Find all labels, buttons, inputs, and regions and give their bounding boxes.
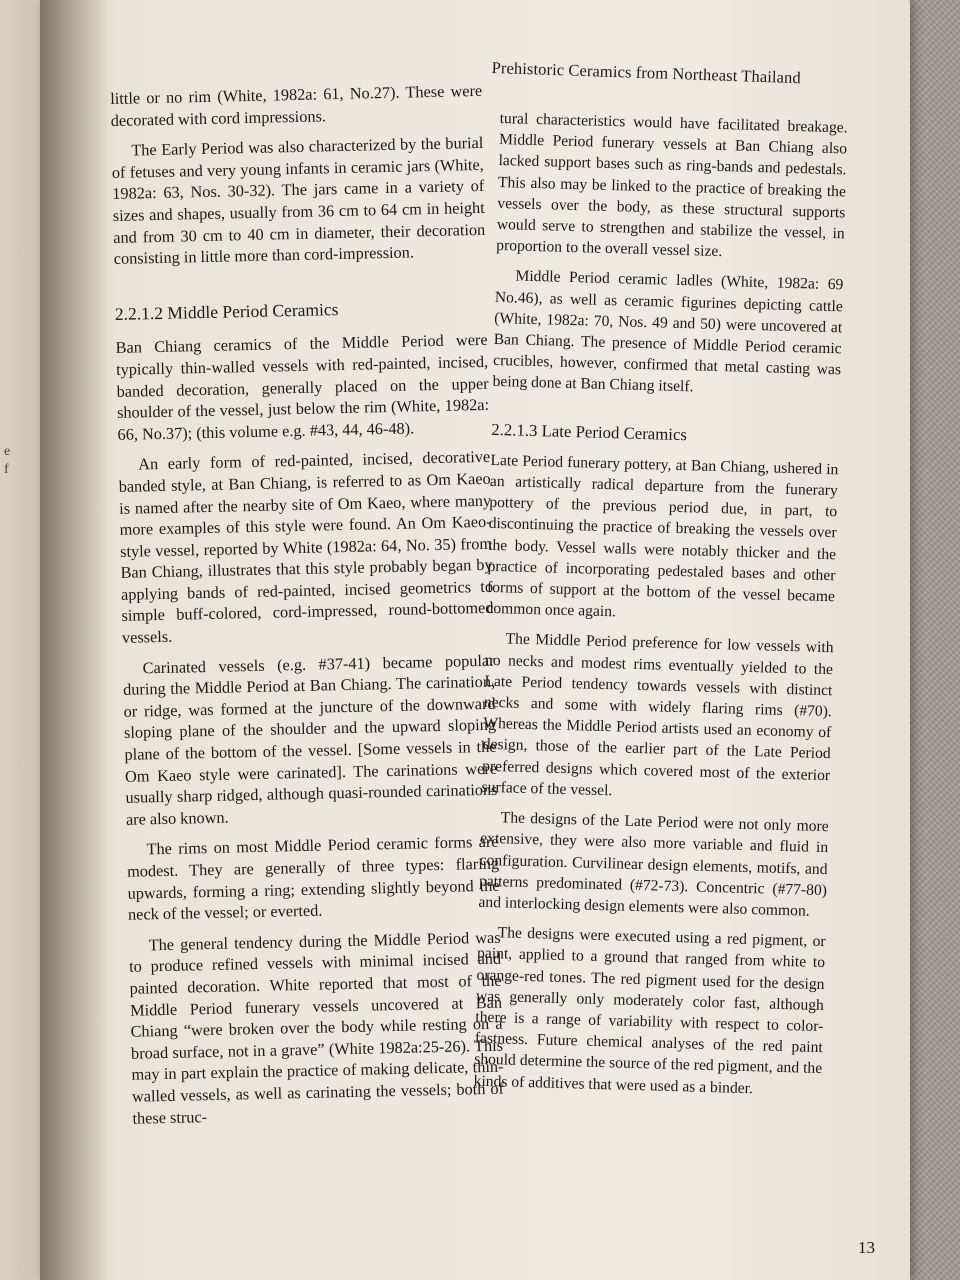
section-heading-middle-period: 2.2.1.2 Middle Period Ceramics (114, 298, 339, 324)
paragraph: Middle Period ceramic ladles (White, 1982a: 69 No.46), as well as ceramic figurines depicting cattle (White, 1982a: 70, Nos. 49 and 50) were uncovered at Ban Chiang. The presence of Middle Period ceramic crucibles, however, confirmed that metal casting was being done at Ban Chiang itself. (492, 267, 844, 396)
paragraph: The Middle Period preference for low vessels with no necks and modest rims eventually yielded to the Late Period tendency towards vessels with distinct necks and some with widely flaring rims (#70). Whereas the Middle Period artists used an economy of design, those of the earlier part of the Late Period preferred designs which covered most of the exterior surface of the vessel. (481, 630, 834, 800)
paragraph: The Early Period was also characterized by the burial of fetuses and very young infants in ceramic jars (White, 1982a: 63, Nos. 30-32). The jars came in a variety of sizes and shapes, usually from 36 cm to 64 cm in height and from 30 cm to 40 cm in diameter, their decoration consisting in little more than cord-impression. (111, 133, 486, 269)
page-number: 13 (858, 1238, 875, 1257)
paragraph: Late Period funerary pottery, at Ban Chiang, ushered in an artistically radical departure from the funerary pottery of the previous period due, in part, to discontinuing the practice of breaking the vessels over the body. Vessel walls were notably thicker and the practice of incorporating pedestaled bases and other forms of support at the bottom of the vessel became common once again. (486, 451, 839, 621)
paragraph: Ban Chiang ceramics of the Middle Period were typically thin-walled vessels with red-painted, incised, banded decoration, generally placed on the upper shoulder of the vessel, just below the rim (White, 1982a: 66, No.37); (this volume e.g. #43, 44, 46-48). (115, 330, 490, 444)
paragraph: The designs of the Late Period were not only more extensive, they were also more variable and fluid in configuration. Curvilinear design elements, motifs, and patterns predominated (#72-73). Concentric (#77-80) and interlocking design elements were also common. (478, 809, 829, 920)
facing-page-fragment: f (4, 462, 9, 477)
running-header: Prehistoric Ceramics from Northeast Thailand (491, 58, 802, 88)
paragraph: The rims on most Middle Period ceramic forms are modest. They are generally of three types: flaring upwards, forming a ring; extending slightly beyond the neck of the vessel; or everted. (126, 832, 500, 924)
paragraph: tural characteristics would have facilitated breakage. Middle Period funerary vessels at Ban Chiang also lacked support bases such as ring-bands and pedestals. This also may be linked to the practice of breaking the vessels over the body, as these structural supports would serve to strengthen and stabilize the vessel, in proportion to the overall vessel size. (496, 109, 848, 261)
right-column (473, 108, 848, 1110)
paragraph: The designs were executed using a red pigment, or paint, applied to a ground that ranged from white to orange-red tones. The red pigment used for the design was generally only moderately color fast, although there is a range of variability with respect to color-fastness. Future chemical analyses of the red paint should determine the source of the red pigment, and the kinds of additives that were used as a binder. (473, 924, 826, 1097)
gutter-shadow (40, 0, 110, 1280)
paragraph: little or no rim (White, 1982a: 61, No.27). These were decorated with cord impressions. (110, 80, 483, 130)
left-column (110, 80, 505, 1138)
facing-page-fragment: e (4, 444, 11, 459)
paragraph: The general tendency during the Middle Period was to produce refined vessels with minimal incised and painted decoration. White reported that most of the Middle Period funerary vessels uncovered at Ban Chiang “were broken over the body while resting on a broad surface, not in a grave” (White 1982a:25-26). This may in part explain the practice of making delicate, thin-walled vessels, as well as carinating the vessels; both of these struc- (128, 927, 505, 1128)
paragraph: Carinated vessels (e.g. #37-41) became popular during the Middle Period at Ban Chiang. The carination, or ridge, was formed at the juncture of the downward sloping plane of the shoulder and the upward sloping plane of the bottom of the vessel. [Some vessels in the Om Kaeo style were carinated]. The carinations were usually sharp ridged, although quasi-rounded carinations are also known. (122, 650, 498, 829)
paragraph: An early form of red-painted, incised, decorative banded style, at Ban Chiang, is referred to as Om Kaeo is named after the nearby site of Om Kaeo, where many more examples of this style were found. An Om Kaeo-style vessel, reported by White (1982a: 64, No. 35) from Ban Chiang, illustrates that this style probably began by applying bands of red-painted, incised geometrics to simple buff-colored, cord-impressed, round-bottomed vessels. (118, 447, 494, 647)
section-heading-late-period: 2.2.1.3 Late Period Ceramics (491, 419, 688, 444)
